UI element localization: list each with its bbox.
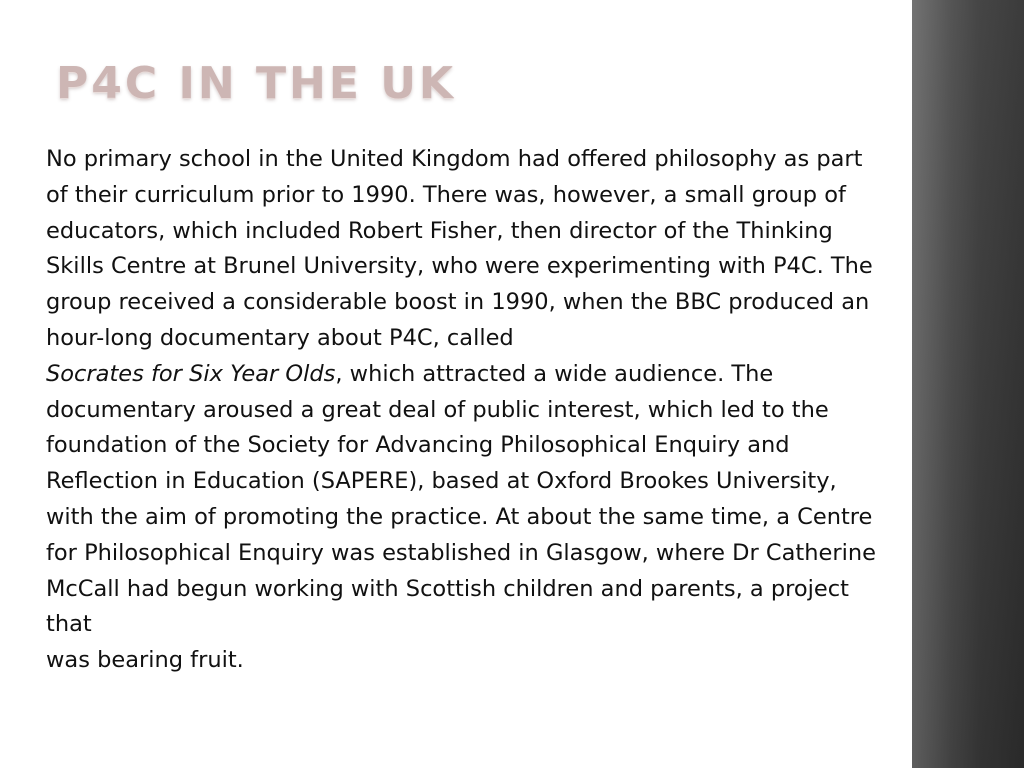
body-text-part-2: , which attracted a wide audience. The documentary aroused a great deal of public interest, which led to the foundation of the Society for Advancing Philosophical Enquiry and Reflection in Education (SAPERE), based at Oxford Brookes University, with the aim of promoting the practice. At about the same time, a Centre for Philosophical Enquiry was established in Glasgow, where Dr Catherine McCall had begun working with Scottish children and parents, a project that [46,360,876,638]
slide-body-text [46,142,876,679]
documentary-title: Socrates for Six Year Olds [46,360,336,387]
body-text-part-3: was bearing fruit. [46,647,244,674]
body-text-part-1: No primary school in the United Kingdom had offered philosophy as part of their curriculum prior to 1990. There was, however, a small group of educators, which included Robert Fisher, then director of the Thinking Skills Centre at Brunel University, who were experimenting with P4C. The group received a considerable boost in 1990, when the BBC produced an hour-long documentary about P4C, called [46,146,873,351]
decorative-side-band [912,0,1024,768]
slide-title: P4C IN THE UK [56,58,457,109]
